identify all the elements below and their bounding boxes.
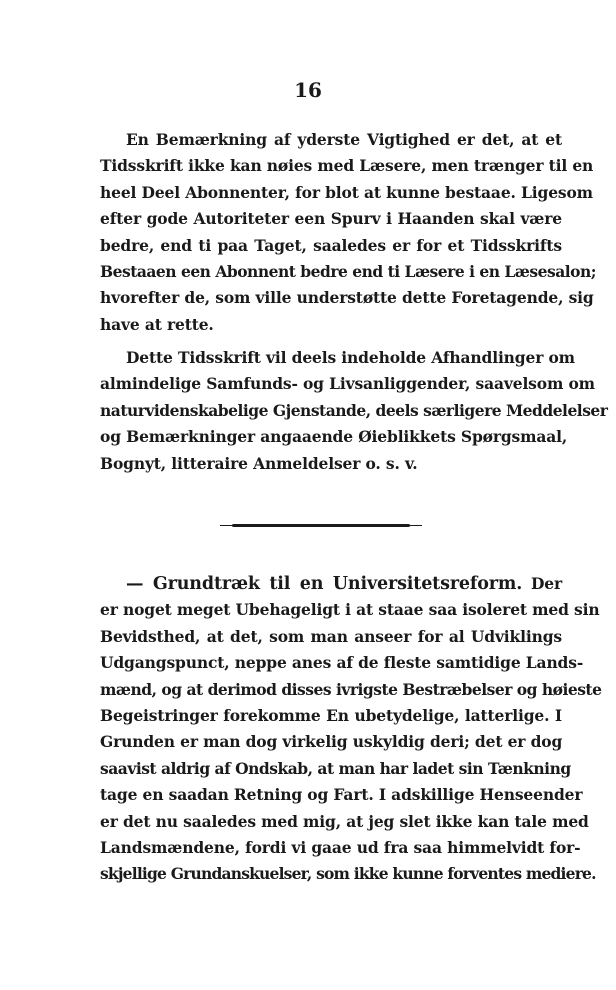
text-line: Landsmændene, fordi vi gaae ud fra saa himmelvidt for- xyxy=(100,837,581,857)
text-line: er noget meget Ubehageligt i at staae saa isoleret med sin xyxy=(100,600,600,620)
text-line xyxy=(100,571,562,597)
text-line: Dette Tidsskrift vil deels indeholde Afhandlinger om xyxy=(126,348,575,367)
paragraph-1 xyxy=(100,127,596,338)
section-divider xyxy=(232,524,410,527)
section-heading: — Grundtræk til en Universitetsreform. xyxy=(126,574,523,594)
text-line: Bestaaen een Abonnent bedre end ti Læsere i en Læsesalon; xyxy=(100,261,596,281)
text-line: Grunden er man dog virkelig uskyldig deri; det er dog xyxy=(100,732,563,752)
text-line: skjellige Grundanskuelser, som ikke kunne forventes mediere. xyxy=(100,864,596,884)
text-line: En Bemærkning af yderste Vigtighed er det, at et xyxy=(126,130,562,149)
paragraph-2 xyxy=(100,345,608,477)
text-line: have at rette. xyxy=(100,314,214,334)
text-line: hvorefter de, som ville understøtte dette Foretagende, sig xyxy=(100,288,594,308)
paragraph-3 xyxy=(100,571,602,888)
text-line: Begeistringer forekomme En ubetydelige, latterlige. I xyxy=(100,705,562,725)
text-line: tage en saadan Retning og Fart. I adskillige Henseender xyxy=(100,785,583,805)
text-line: Tidsskrift ikke kan nøies med Læsere, men trænger til en xyxy=(100,156,594,176)
heading-line-tail: Der xyxy=(530,574,562,593)
text-line: og Bemærkninger angaaende Øieblikkets Spørgsmaal, xyxy=(100,427,568,447)
text-line: er det nu saaledes med mig, at jeg slet ikke kan tale med xyxy=(100,811,589,831)
text-line: heel Deel Abonnenter, for blot at kunne bestaae. Ligesom xyxy=(100,182,593,202)
text-line: efter gode Autoriteter een Spurv i Haanden skal være xyxy=(100,209,562,229)
text-line: mænd, og at derimod disses ivrigste Bestræbelser og høieste xyxy=(100,679,602,699)
text-line: saavist aldrig af Ondskab, at man har ladet sin Tænkning xyxy=(100,758,571,778)
text-line: almindelige Samfunds- og Livsanliggender, saavelsom om xyxy=(100,374,595,394)
text-line: Bevidsthed, at det, som man anseer for al Udviklings xyxy=(100,626,562,646)
text-line: naturvidenskabelige Gjenstande, deels særligere Meddelelser xyxy=(100,400,608,420)
text-line: bedre, end ti paa Taget, saaledes er for et Tidsskrifts xyxy=(100,235,562,255)
text-line: Bognyt, litteraire Anmeldelser o. s. v. xyxy=(100,453,418,473)
page-number: 16 xyxy=(294,78,322,102)
text-line: Udgangspunct, neppe anes af de fleste samtidige Lands- xyxy=(100,653,584,673)
